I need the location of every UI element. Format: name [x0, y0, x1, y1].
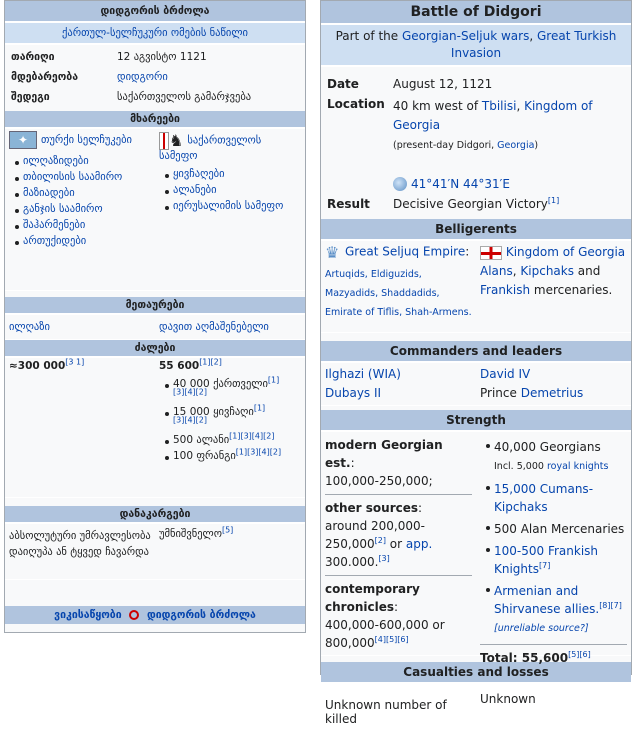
- globe-icon: [393, 177, 407, 191]
- ref[interactable]: [5]: [221, 525, 234, 535]
- en-belligerents-header: Belligerents: [321, 219, 631, 241]
- en-strength-item[interactable]: Armenian and Shirvanese allies.: [494, 584, 600, 616]
- en-location-key: Location: [327, 97, 385, 111]
- en-title: Battle of Didgori: [321, 1, 631, 25]
- en-mercenaries: mercenaries.: [530, 283, 613, 297]
- en-commander-dubays[interactable]: Dubays II: [325, 386, 382, 400]
- ka-turk-link[interactable]: თურქი სელჩუკები: [41, 134, 132, 146]
- ka-strength-item: 500 ალანი: [173, 434, 230, 446]
- ka-commanders-header: მეთაურები: [5, 297, 305, 315]
- en-strength-item[interactable]: 100-500 Frankish Knights: [494, 544, 599, 576]
- ka-strength-item: 100 ფრანგი: [173, 450, 236, 462]
- ka-turk-item[interactable]: ართუქიდები: [23, 235, 87, 247]
- en-partof-prefix: Part of the: [335, 29, 402, 43]
- ka-losses-header: დანაკარგები: [5, 506, 305, 524]
- en-total: Total: 55,600: [480, 651, 569, 665]
- en-location-kingdom[interactable]: Kingdom of Georgia: [393, 99, 593, 132]
- ref[interactable]: [3 1]: [65, 357, 85, 367]
- ref[interactable]: [3][4][2]: [173, 415, 207, 425]
- seljuq-eagle-icon: ♛: [325, 243, 340, 262]
- ka-turk-item[interactable]: შაჰარმენები: [23, 219, 86, 231]
- ka-strength-item: 40 000 ქართველი: [173, 378, 268, 390]
- en-commanders-header: Commanders and leaders: [321, 341, 631, 363]
- ref[interactable]: [1]: [547, 196, 560, 205]
- en-date-value: August 12, 1121: [393, 77, 493, 91]
- ref[interactable]: [3]: [378, 554, 390, 563]
- ka-losses-left: აბსოლუტური უმრავლესობა დაიღუპა ან ტყვედ ჩავარდა: [9, 530, 151, 558]
- en-casualties-header: Casualties and losses: [321, 662, 631, 684]
- ref[interactable]: [3][4][2]: [173, 387, 207, 397]
- en-strength-item[interactable]: 15,000 Cumans-Kipchaks: [494, 482, 594, 514]
- en-partof-link1[interactable]: Georgian-Seljuk wars: [401, 29, 530, 43]
- ka-turk-item[interactable]: თბილისის საამირო: [23, 171, 123, 183]
- ref[interactable]: [1][2]: [199, 357, 222, 367]
- ka-strength-item: 15 000 ყივჩაღი: [173, 406, 254, 418]
- en-result-value: Decisive Georgian Victory: [393, 197, 548, 211]
- ref[interactable]: [1][3][4][2]: [229, 431, 275, 441]
- en-modern-value: 100,000-250,000;: [325, 474, 433, 488]
- ref[interactable]: [8][7]: [599, 601, 622, 610]
- en-other-value2: 300.000.: [325, 555, 379, 569]
- ka-result-key: შედეგი: [11, 91, 50, 103]
- en-alans-link[interactable]: Alans: [480, 264, 513, 278]
- ka-geo-link[interactable]: საქართველოს სამეფო: [159, 134, 262, 162]
- ka-commander-david[interactable]: დავით აღმაშენებელი: [159, 321, 269, 333]
- en-location-georgia[interactable]: Georgia: [497, 140, 535, 151]
- en-kipchaks-link[interactable]: Kipchaks: [520, 264, 574, 278]
- ref[interactable]: [1][3][4][2]: [235, 447, 282, 457]
- en-other-value1: around 200,000-250,000: [325, 519, 425, 551]
- en-location-sub-end: ): [534, 140, 539, 151]
- ka-geo-item[interactable]: ალანები: [173, 184, 217, 196]
- ref[interactable]: [2]: [374, 536, 386, 545]
- ka-title: დიდგორის ბრძოლა: [5, 1, 305, 23]
- en-partof-link2[interactable]: Great Turkish Invasion: [450, 29, 617, 60]
- en-incl: Incl. 5,000: [494, 461, 547, 472]
- commons-icon: [129, 610, 139, 620]
- ka-location-key: მდებარეობა: [11, 71, 79, 83]
- en-frankish-link[interactable]: Frankish: [480, 283, 531, 297]
- ka-turk-item[interactable]: მაზიადები: [23, 187, 75, 199]
- en-unreliable-note[interactable]: [unreliable source?]: [494, 623, 589, 634]
- ref[interactable]: [1]: [253, 403, 266, 413]
- en-commander-ilghazi[interactable]: Ilghazi (WIA): [325, 367, 401, 381]
- en-and: and: [573, 264, 601, 278]
- en-strength-item: 500 Alan Mercenaries: [494, 522, 625, 536]
- ka-location-link[interactable]: დიდგორი: [117, 71, 168, 83]
- en-seljuq-link[interactable]: Great Seljuq Empire: [345, 244, 466, 259]
- ka-turk-item[interactable]: განჯის საამირო: [23, 203, 103, 215]
- english-infobox: Battle of Didgori Part of the Georgian-Seljuk wars, Great Turkish Invasion Date August 12, 1121 Location 40 km west of Tbilisi, Kingdom of Georgia (present-day Didgori, Georgia) 41°41′N 44°31′E Result Decisive Georgian Victory[1] Belligerents ♛ Great Seljuq Empire: Artuqids, Eldiguzids, Mazyadids, Shaddadids, Emirate of Tiflis, Shah-Armens. Kingdom of Georgia Alans, Kipchaks and Frankish mercenaries. Commanders and leaders Ilghazi (WIA) Dubays II David IV Prince Demetrius Strength modern Georgian est.: 100,000-250,000; other sources: around 200,000-250,000[2] or app. 300.000.[3] contemporary chronicles: 400,000-600,000 or 800,000[4][5][6] 40,000 Georgians Incl. 5,000 royal knights 15,000 Cumans-Kipchaks 500 Alan Mercenaries 100-500 Frankish Knights[7] Armenian and Shirvanese allies.[8][7] [unreliable source?] Total: 55,600[5][6] Casualties and losses Unknown number of killed Unknown: [320, 0, 632, 675]
- en-other-key: other sources: [325, 501, 418, 515]
- en-prince: Prince: [480, 386, 521, 400]
- en-partof-comma: ,: [529, 29, 537, 43]
- en-georgia-link[interactable]: Kingdom of Georgia: [505, 245, 626, 259]
- georgian-flag-icon: [159, 132, 169, 150]
- en-seljuq-allies[interactable]: Artuqids, Eldiguzids, Mazyadids, Shaddadids, Emirate of Tiflis, Shah-Armens.: [325, 269, 472, 318]
- en-commander-david[interactable]: David IV: [480, 367, 531, 381]
- georgian-infobox: [4, 0, 306, 633]
- en-other-app-link[interactable]: app.: [405, 537, 433, 551]
- ka-sides-header: მხარეები: [5, 111, 305, 129]
- ka-result-value: საქართველოს გამარჯვება: [117, 91, 252, 103]
- ka-losses-right: უმნიშვნელო: [159, 528, 222, 540]
- en-location-text: 40 km west of: [393, 99, 482, 113]
- ka-commons-link[interactable]: დიდგორის ბრძოლა: [146, 609, 256, 621]
- en-contemp-value: 400,000-600,000 or 800,000: [325, 618, 445, 650]
- ka-strength-header: ძალები: [5, 340, 305, 358]
- ka-commons-label[interactable]: ვიკისაწყობი: [54, 609, 122, 621]
- ka-geo-item[interactable]: იერუსალიმის სამეფო: [173, 200, 284, 212]
- horse-icon: ♞: [169, 131, 184, 150]
- ref[interactable]: [1]: [267, 375, 280, 385]
- seljuk-flag-icon: ✦: [9, 131, 37, 149]
- ref[interactable]: [4][5][6]: [374, 635, 409, 644]
- en-casualties-left: Unknown number of killed: [325, 698, 447, 726]
- en-royal-knights[interactable]: royal knights: [546, 461, 609, 472]
- en-date-key: Date: [327, 77, 359, 91]
- georgian-flag-icon: [480, 246, 502, 260]
- en-coordinates[interactable]: 41°41′N 44°31′E: [411, 177, 510, 191]
- ka-date-value: 12 აგვისტო 1121: [117, 51, 207, 63]
- ka-geo-item[interactable]: ყივჩაღები: [173, 168, 225, 180]
- en-location-sub: (present-day Didgori,: [393, 140, 498, 151]
- en-strength-item: 40,000 Georgians: [494, 440, 601, 454]
- en-result-key: Result: [327, 197, 370, 211]
- ka-strength-left: ≈300 000: [9, 360, 66, 372]
- ka-commander-ilghazi[interactable]: ილღაზი: [9, 321, 50, 333]
- ka-date-key: თარიღი: [11, 51, 55, 63]
- en-other-or: or: [385, 537, 406, 551]
- en-location-comma: ,: [516, 99, 525, 113]
- en-location-tbilisi[interactable]: Tbilisi: [481, 99, 517, 113]
- ka-subtitle-link[interactable]: ქართულ-სელჩუკური ომების ნაწილი: [62, 27, 248, 39]
- en-commander-demetrius[interactable]: Demetrius: [520, 386, 584, 400]
- ka-strength-right: 55 600: [159, 360, 200, 372]
- ref[interactable]: [5][6]: [568, 650, 591, 659]
- en-modern-key: modern Georgian est.: [325, 438, 443, 470]
- ref[interactable]: [7]: [539, 561, 551, 570]
- ka-commons-bar: [5, 606, 305, 624]
- ka-turk-item[interactable]: ილღაზიდები: [23, 155, 89, 167]
- en-contemp-key: contemporary chronicles: [325, 582, 420, 614]
- en-casualties-right: Unknown: [480, 692, 536, 706]
- en-strength-header: Strength: [321, 410, 631, 432]
